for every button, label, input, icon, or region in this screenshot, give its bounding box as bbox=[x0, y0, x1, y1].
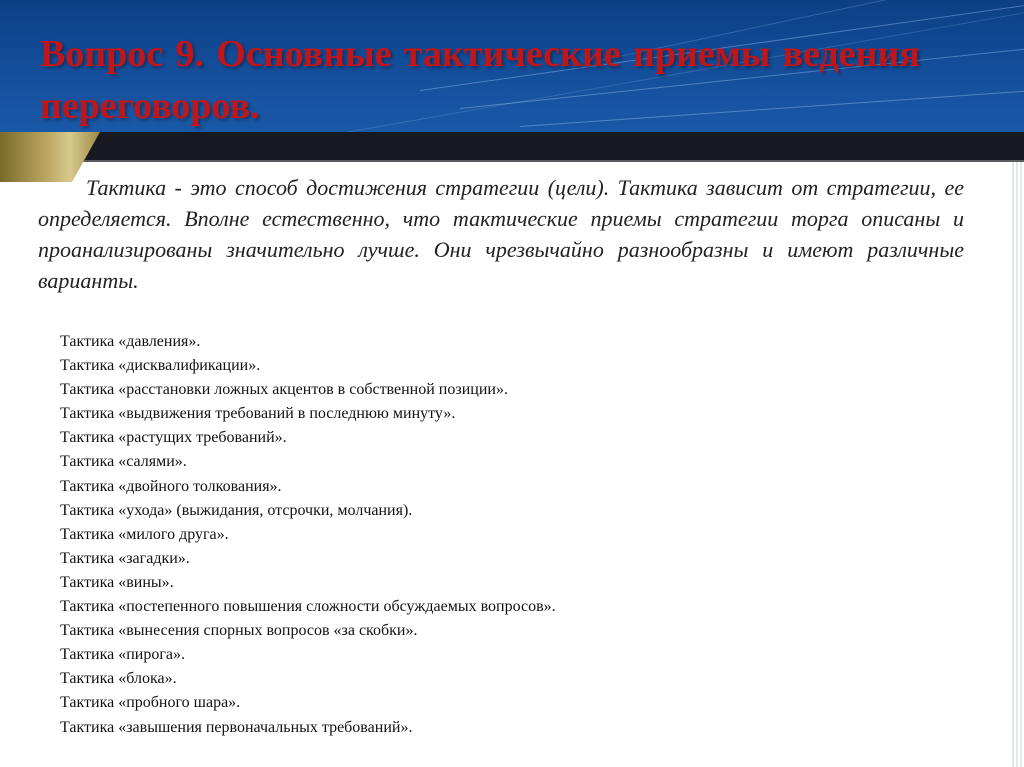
tactic-item: Тактика «дисквалификации». bbox=[60, 357, 261, 375]
tactic-item: Тактика «пробного шара». bbox=[60, 694, 241, 712]
tactic-item: Тактика «вины». bbox=[60, 573, 174, 591]
tactic-item: Тактика «вынесения спорных вопросов «за скобки». bbox=[60, 622, 418, 640]
tactic-item: Тактика «расстановки ложных акцентов в собственной позиции». bbox=[60, 381, 508, 399]
tactic-item: Тактика «завышения первоначальных требований». bbox=[60, 718, 413, 736]
tactic-item: Тактика «давления». bbox=[60, 333, 201, 350]
tactic-item: Тактика «салями». bbox=[60, 453, 187, 471]
tactic-item: Тактика «постепенного повышения сложности обсуждаемых вопросов». bbox=[60, 598, 556, 616]
intro-paragraph: Тактика - это способ достижения стратегии (цели). Тактика зависит от стратегии, ее определяется. Вполне естественно, что тактические приемы стратегии торга описаны и проанализированы значительно лучше. Они чрезвычайно разнообразны и имеют различные варианты. bbox=[38, 175, 964, 293]
tactic-item: Тактика «пирога». bbox=[60, 646, 186, 664]
header-dark-strip bbox=[0, 132, 1024, 162]
tactic-item: Тактика «блока». bbox=[60, 670, 177, 688]
tactics-list bbox=[60, 330, 760, 740]
tactic-item: Тактика «загадки». bbox=[60, 549, 190, 567]
tactic-item: Тактика «двойного толкования». bbox=[60, 477, 282, 495]
right-decorative-stripes bbox=[1010, 162, 1024, 767]
header-divider bbox=[0, 160, 1024, 162]
tactic-item: Тактика «растущих требований». bbox=[60, 429, 287, 447]
tactic-item: Тактика «милого друга». bbox=[60, 525, 229, 543]
tactic-item: Тактика «выдвижения требований в последнюю минуту». bbox=[60, 405, 456, 423]
tactic-item: Тактика «ухода» (выжидания, отсрочки, молчания). bbox=[60, 501, 413, 519]
slide-title: Вопрос 9. Основные тактические приемы ведения переговоров. bbox=[40, 33, 920, 127]
